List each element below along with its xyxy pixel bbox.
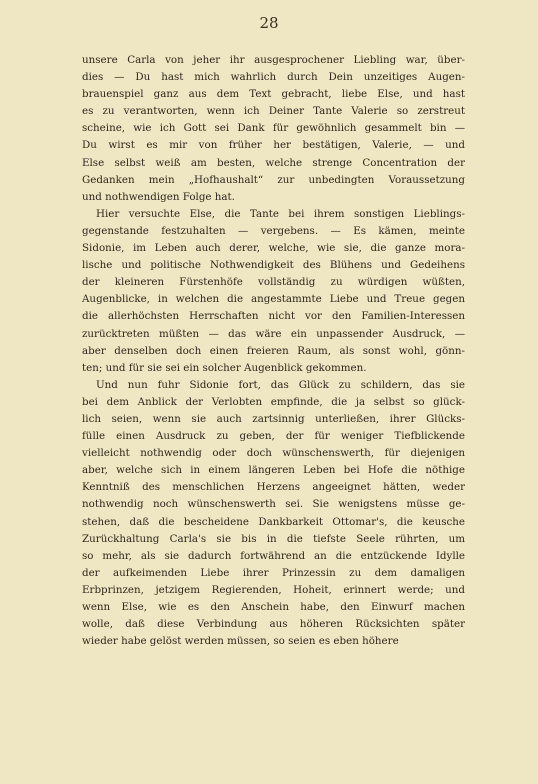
paragraph bbox=[82, 377, 465, 651]
text-line: wieder habe gelöst werden müssen, so seien es eben höhere bbox=[82, 635, 399, 648]
text-line: Augenblicke, in welchen die angestammte Liebe und Treue gegen bbox=[82, 293, 465, 306]
text-line: der kleineren Fürstenhöfe vollständig zu würdigen wüßten, bbox=[82, 276, 465, 289]
text-line: der aufkeimenden Liebe ihrer Prinzessin zu dem damaligen bbox=[82, 566, 465, 579]
text-line: gegenstande festzuhalten — vergebens. — Es kämen, meinte bbox=[82, 224, 465, 237]
text-line: und nothwendigen Folge hat. bbox=[82, 190, 235, 203]
text-line: unsere Carla von jeher ihr ausgesprochener Liebling war, über- bbox=[82, 54, 465, 66]
text-line: nothwendig noch wünschenswerth sei. Sie wenigstens müsse ge- bbox=[82, 498, 465, 511]
text-line: fülle einen Ausdruck zu geben, der für weniger Tiefblickende bbox=[82, 430, 465, 443]
paragraph bbox=[82, 206, 465, 377]
text-line: Zurückhaltung Carla's sie bis in die tiefste Seele rührten, um bbox=[82, 532, 465, 545]
page-number: 28 bbox=[259, 14, 279, 32]
text-line: Erbprinzen, jetzigem Regierenden, Hoheit, erinnert werde; und bbox=[82, 583, 465, 596]
text-line: bei dem Anblick der Verlobten empfinde, die ja selbst so glück- bbox=[82, 395, 465, 408]
text-line: wolle, daß diese Verbindung aus höheren Rücksichten später bbox=[82, 618, 465, 631]
text-line: Du wirst es mir von früher her bestätigen, Valerie, — und bbox=[82, 139, 465, 152]
text-line: Sidonie, im Leben auch derer, welche, wie sie, die ganze mora- bbox=[82, 242, 465, 255]
text-line: brauenspiel ganz aus dem Text gebracht, liebe Else, und hast bbox=[82, 88, 465, 101]
text-line: Hier versuchte Else, die Tante bei ihrem sonstigen Lieblings- bbox=[96, 207, 465, 220]
text-line: ten; und für sie sei ein solcher Augenblick gekommen. bbox=[82, 361, 367, 374]
text-line: die allerhöchsten Herrschaften nicht vor den Familien-Interessen bbox=[82, 310, 465, 323]
text-line: aber, welche sich in einem längeren Leben bei Hofe die nöthige bbox=[82, 464, 465, 477]
text-line: so mehr, als sie dadurch fortwährend an die entzückende Idylle bbox=[82, 549, 465, 562]
text-line: scheine, wie ich Gott sei Dank für gewöhnlich gesammelt bin — bbox=[82, 122, 465, 135]
text-line: Und nun fuhr Sidonie fort, das Glück zu schildern, das sie bbox=[96, 378, 465, 391]
text-line: wenn Else, wie es den Anschein habe, den Einwurf machen bbox=[82, 601, 465, 613]
text-line: lich seien, wenn sie auch zartsinnig unterließen, ihrer Glücks- bbox=[82, 412, 465, 425]
text-line: zurücktreten müßten — das wäre ein unpassender Ausdruck, — bbox=[82, 327, 465, 340]
paragraph bbox=[82, 52, 465, 206]
text-line: stehen, daß die bescheidene Dankbarkeit Ottomar's, die keusche bbox=[82, 515, 465, 528]
text-line: Else selbst weiß am besten, welche strenge Concentration der bbox=[82, 156, 465, 169]
text-line: lische und politische Nothwendigkeit des Blühens und Gedeihens bbox=[82, 259, 465, 272]
text-line: Kenntniß des menschlichen Herzens angeeignet hätten, weder bbox=[82, 481, 465, 494]
text-line: Gedanken mein „Hofhaushalt“ zur unbedingten Voraussetzung bbox=[82, 173, 465, 186]
text-line: aber denselben doch einen freieren Raum, als sonst wohl, gönn- bbox=[82, 344, 465, 357]
text-line: es zu verantworten, wenn ich Deiner Tante Valerie so zerstreut bbox=[82, 105, 465, 118]
body-text bbox=[82, 52, 465, 650]
text-line: dies — Du hast mich wahrlich durch Dein unzeitiges Augen- bbox=[82, 71, 465, 84]
text-line: vielleicht nothwendig oder doch wünschenswerth, für diejenigen bbox=[82, 447, 465, 460]
